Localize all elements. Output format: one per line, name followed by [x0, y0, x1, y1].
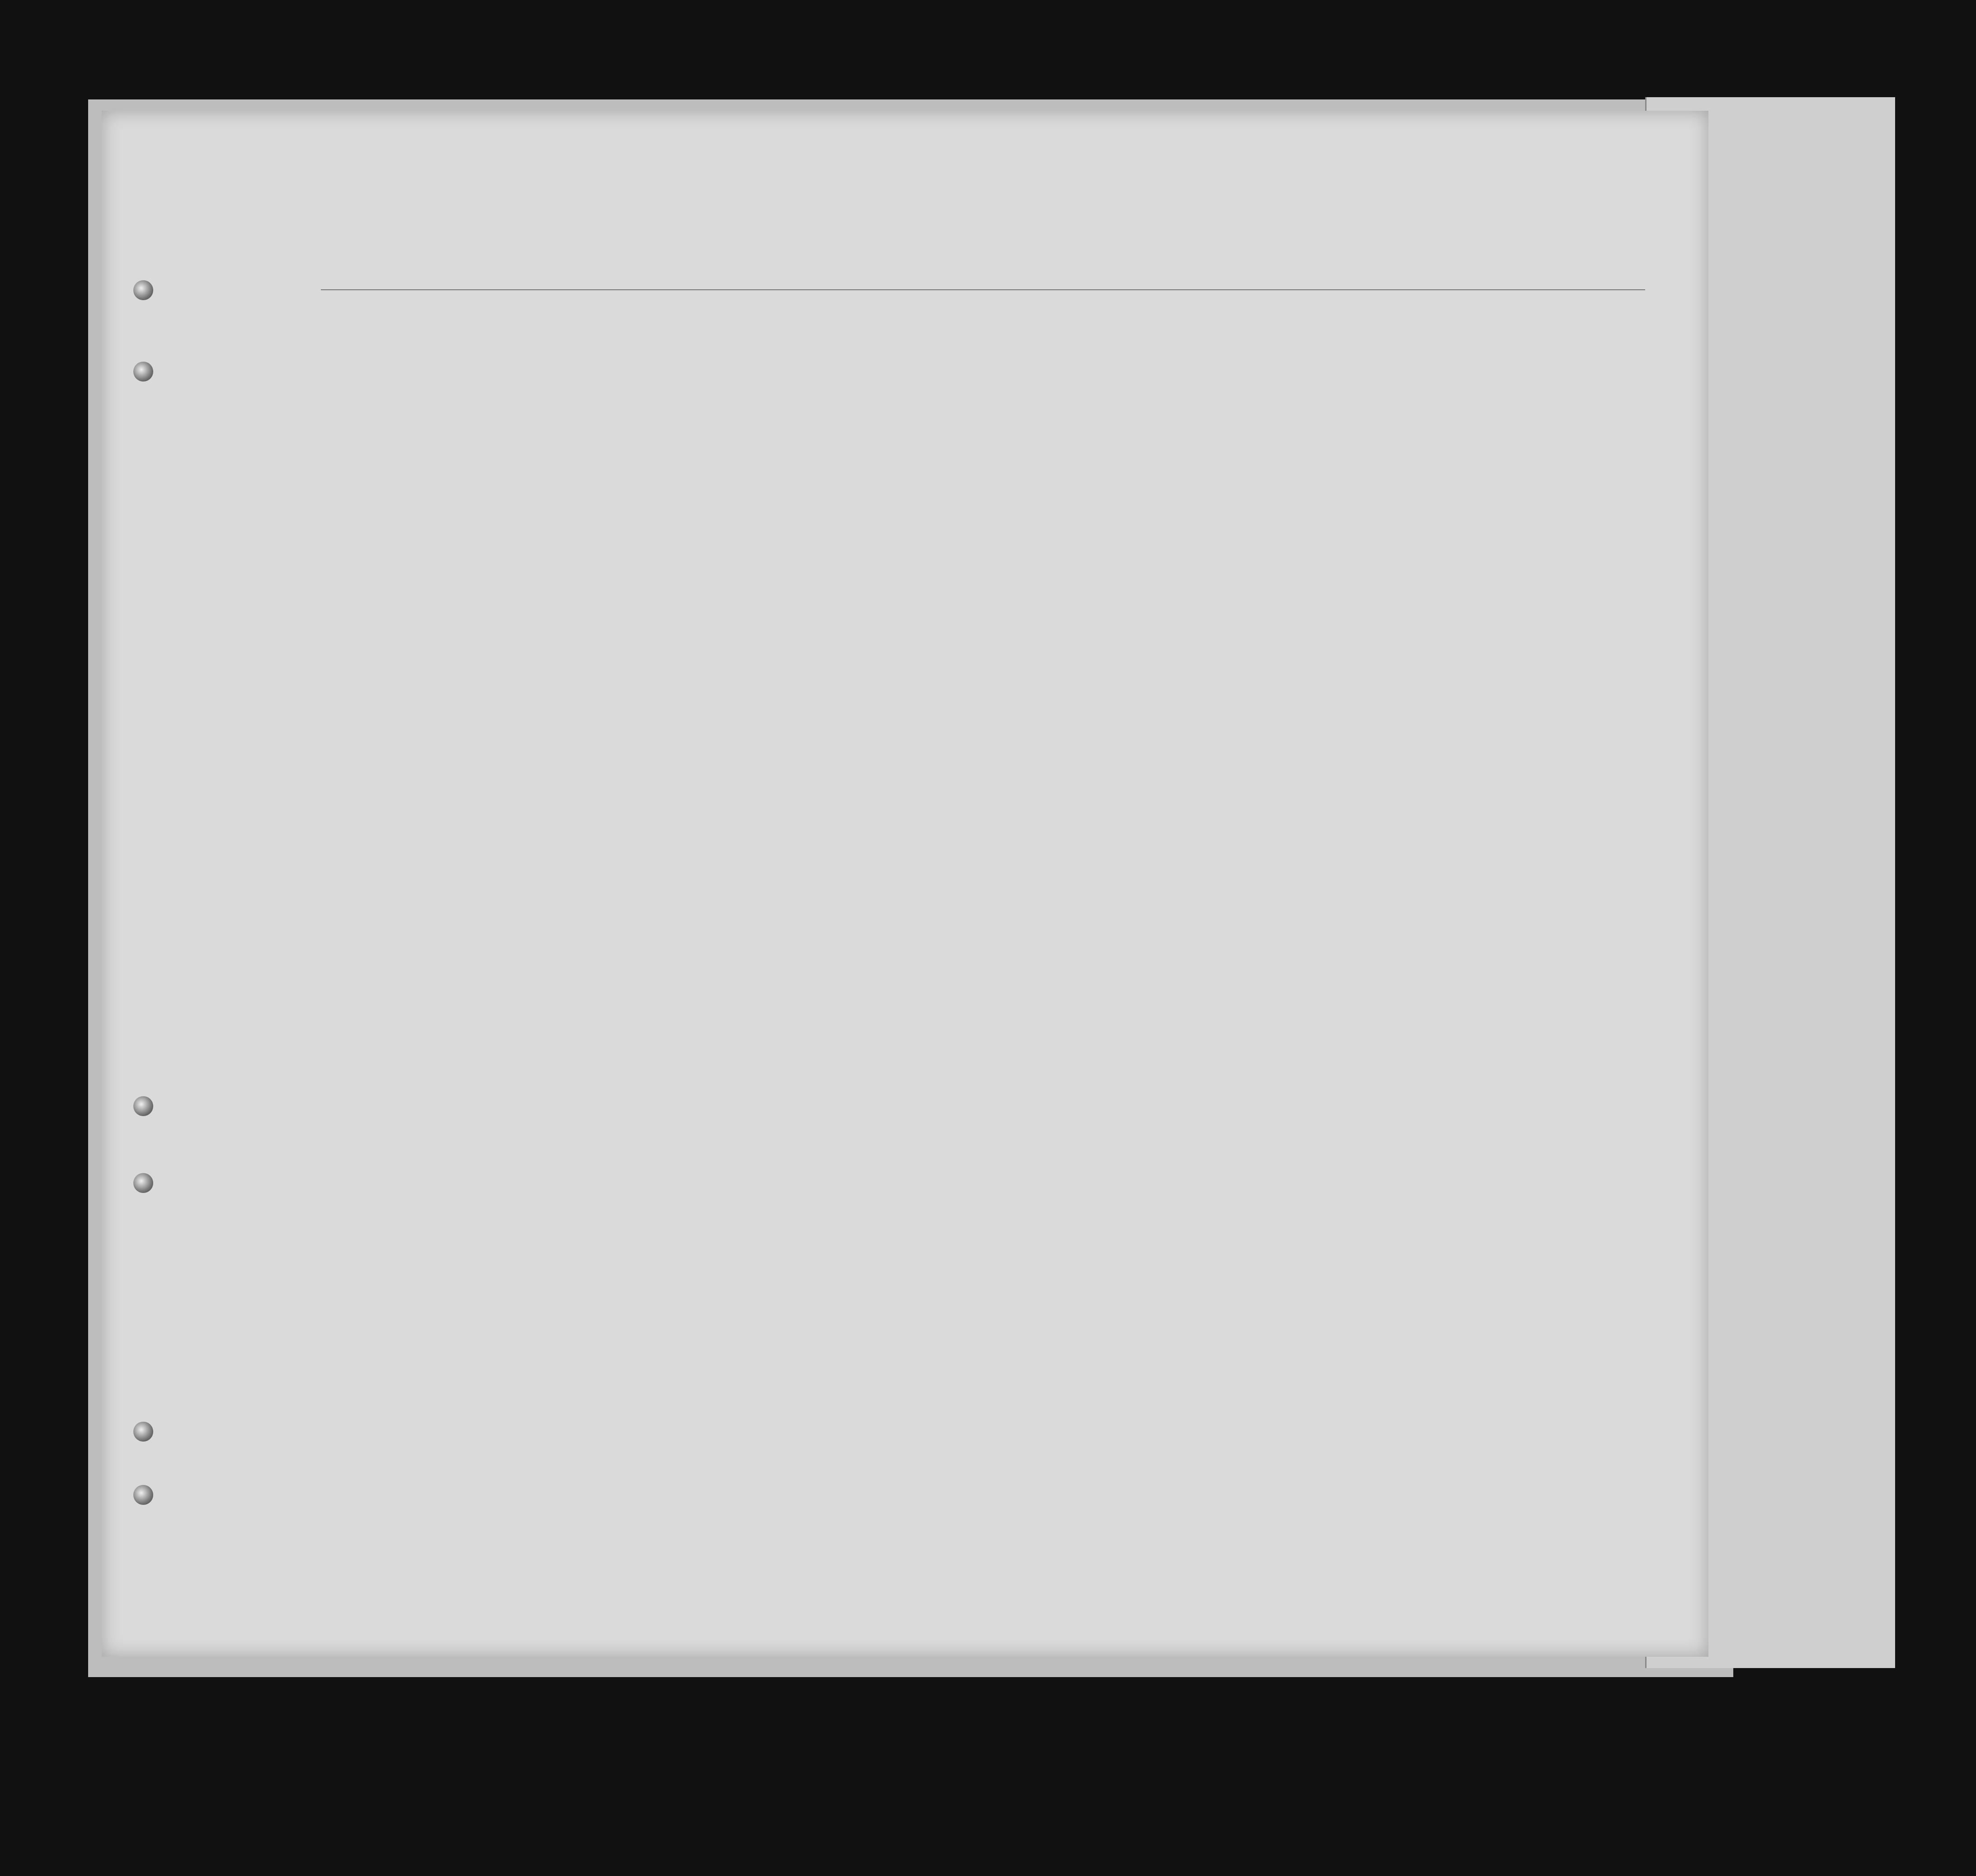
manifest-sheet [102, 111, 1708, 1657]
binder-hole [133, 1173, 153, 1193]
binder-hole [133, 280, 153, 300]
voyage-underline [321, 289, 1645, 290]
binder-hole [133, 1422, 153, 1442]
binder-hole [133, 1485, 153, 1505]
binder-hole [133, 1096, 153, 1116]
binder-hole [133, 362, 153, 382]
